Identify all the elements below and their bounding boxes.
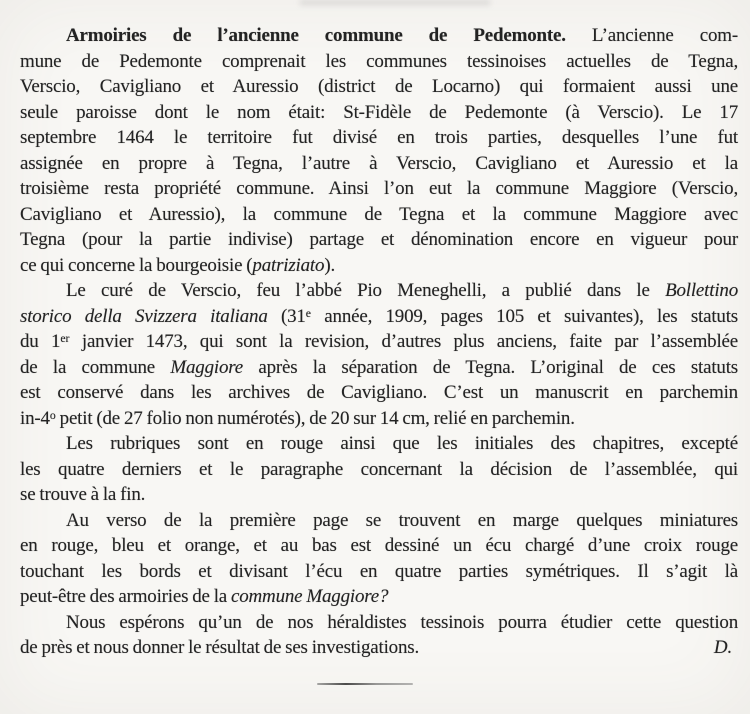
text-segment: année, 1909, pages 105 et suivantes), les statuts — [310, 305, 738, 327]
text-line — [20, 23, 738, 49]
article-heading: Armoiries de l’ancienne commune de Pedemonte. — [66, 25, 566, 46]
paragraph-5 — [20, 610, 738, 661]
text-line — [20, 329, 738, 355]
text-line — [20, 304, 738, 330]
paragraph-4 — [20, 508, 738, 610]
text-segment: assignée en propre à Tegna, l’autre à Verscio, Cavigliano et Auressio et la — [20, 152, 738, 174]
text-line — [20, 202, 738, 228]
text-segment: de près et nous donner le résultat de ses investigations. — [20, 637, 419, 658]
text-segment: en rouge, bleu et orange, et au bas est dessiné un écu chargé d’une croix rouge — [20, 535, 738, 556]
text-line — [20, 253, 738, 279]
text-line — [20, 482, 738, 508]
author-signature: D. — [713, 637, 732, 658]
text-segment: Bollettino — [665, 280, 738, 301]
text-line — [20, 584, 738, 610]
text-segment: in-4 — [20, 407, 50, 429]
text-segment: ). — [324, 254, 335, 276]
text-line — [20, 176, 738, 202]
text-line — [20, 610, 738, 636]
text-segment: touchant les bords et divisant l’écu en quatre parties symétriques. Il s’agit là — [20, 560, 738, 582]
scan-artifact-smudge — [300, 0, 490, 5]
text-line — [20, 406, 738, 432]
text-segment: Le curé de Verscio, feu l’abbé Pio Meneghelli, a publié dans le — [66, 280, 666, 301]
text-segment: peut-être des armoiries de la — [20, 586, 231, 607]
text-segment: Au verso de la première page se trouvent en marge quelques miniatures — [66, 509, 738, 531]
text-segment: du 1 — [20, 331, 61, 352]
text-line — [20, 431, 738, 457]
text-segment: de la commune — [20, 356, 171, 378]
text-line — [20, 457, 738, 483]
text-line — [20, 533, 738, 559]
text-segment: L’ancienne com- — [565, 25, 738, 46]
text-segment: janvier 1473, qui sont la revision, d’autres plus anciens, faite par l’assemblée — [69, 331, 738, 352]
text-segment: mune de Pedemonte comprenait les communes tessinoises actuelles de Tegna, — [20, 50, 738, 72]
text-segment: er — [60, 332, 70, 346]
text-segment: e — [305, 306, 311, 320]
text-line — [20, 508, 738, 534]
text-line — [20, 125, 738, 151]
text-segment: septembre 1464 le territoire fut divisé en trois parties, desquelles l’une fut — [20, 127, 738, 148]
paragraph-2 — [20, 278, 738, 431]
article-body — [20, 23, 738, 661]
paragraph-1 — [20, 23, 738, 278]
text-segment: patriziato — [252, 254, 325, 276]
text-segment: les quatre derniers et le paragraphe concernant la décision de l’assemblée, qui — [20, 458, 738, 480]
text-segment: Maggiore — [170, 356, 244, 378]
text-line — [20, 635, 738, 661]
text-segment: storico della Svizzera italiana — [20, 305, 268, 327]
text-line — [20, 74, 738, 100]
text-segment: est conservé dans les archives de Cavigliano. C’est un manuscrit en parchemin — [20, 382, 738, 403]
text-line — [20, 227, 738, 253]
text-line — [20, 49, 738, 75]
text-segment: ce qui concerne la bourgeoisie ( — [20, 254, 253, 276]
text-line — [20, 100, 738, 126]
text-line — [20, 355, 738, 381]
text-segment: commune Maggiore? — [231, 586, 389, 607]
text-segment: Nous espérons qu’un de nos héraldistes tessinois pourra étudier cette question — [66, 611, 738, 633]
text-segment: Verscio, Cavigliano et Auressio (district de Locarno) qui formaient aussi une — [20, 76, 738, 97]
text-line — [20, 151, 738, 177]
text-segment: après la séparation de Tegna. L’original de ces statuts — [243, 356, 738, 378]
text-segment: (31 — [267, 305, 306, 327]
text-segment: troisième resta propriété commune. Ainsi l’on eut la commune Maggiore (Verscio, — [20, 178, 738, 199]
end-rule — [317, 683, 413, 685]
text-segment: se trouve à la fin. — [20, 484, 146, 505]
text-segment: Cavigliano et Auressio), la commune de Tegna et la commune Maggiore avec — [20, 203, 738, 225]
text-segment: Les rubriques sont en rouge ainsi que les initiales des chapitres, excepté — [66, 433, 738, 454]
text-segment: petit (de 27 folio non numérotés), de 20 sur 14 cm, relié en parchemin. — [55, 407, 575, 429]
text-segment: Tegna (pour la partie indivise) partage et dénomination encore en vigueur pour — [20, 229, 738, 250]
text-segment: o — [49, 408, 56, 422]
text-line — [20, 278, 738, 304]
text-line — [20, 380, 738, 406]
paragraph-3 — [20, 431, 738, 508]
text-line — [20, 559, 738, 585]
text-segment: seule paroisse dont le nom était: St-Fidèle de Pedemonte (à Verscio). Le 17 — [20, 101, 738, 123]
